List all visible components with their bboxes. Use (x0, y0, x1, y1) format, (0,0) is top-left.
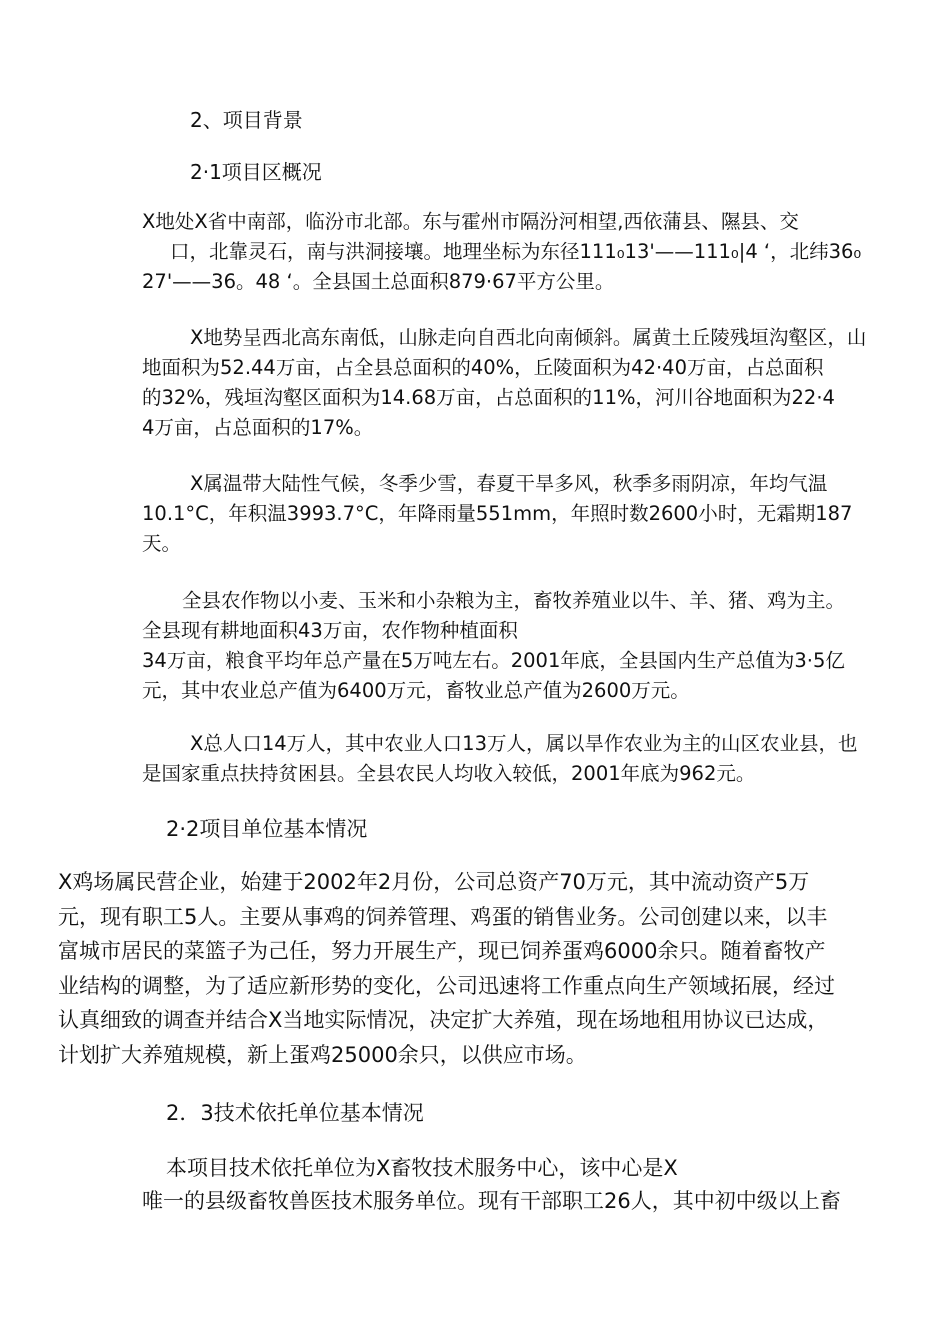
text-line: 富城市居民的菜篮子为己任，努力开展生产，现已饲养蛋鸡6000余只。随着畜牧产 (58, 939, 826, 963)
text-line: 本项目技术依托单位为X畜牧技术服务中心，该中心是X (166, 1156, 678, 1180)
text-line: X鸡场属民营企业，始建于2002年2月份，公司总资产70万元，其中流动资产5万 (58, 870, 810, 894)
text-line: 34万亩，粮食平均年总产量在5万吨左右。2001年底，全县国内生产总值为3·5亿 (142, 649, 845, 672)
paragraph-location (142, 207, 932, 297)
section-heading-technical-support: 2．3技术依托单位基本情况 (166, 1101, 424, 1125)
paragraph-agriculture (142, 586, 932, 706)
text-line: 是国家重点扶持贫困县。全县农民人均收入较低，2001年底为962元。 (142, 762, 756, 785)
text-line: 唯一的县级畜牧兽医技术服务单位。现有干部职工26人，其中初中级以上畜 (142, 1189, 841, 1213)
text-line: 全县现有耕地面积43万亩，农作物种植面积 (142, 619, 518, 642)
text-line: X属温带大陆性气候，冬季少雪，春夏干旱多风，秋季多雨阴凉，年均气温 (190, 472, 828, 495)
text-line: 27'——36。48 ‘。全县国土总面积879·67平方公里。 (142, 270, 615, 293)
text-line: 元，其中农业总产值为6400万元，畜牧业总产值为2600万元。 (142, 679, 690, 702)
section-heading-background: 2、项目背景 (190, 108, 303, 132)
text-line: 认真细致的调查并结合X当地实际情况，决定扩大养殖，现在场地租用协议已达成， (58, 1008, 829, 1032)
text-line: 全县农作物以小麦、玉米和小杂粮为主，畜牧养殖业以牛、羊、猪、鸡为主。 (182, 589, 846, 612)
text-line: 10.1°C，年积温3993.7°C，年降雨量551mm，年照时数2600小时，无霜期187 (142, 502, 853, 525)
section-heading-project-unit: 2·2项目单位基本情况 (166, 817, 368, 841)
text-line: X总人口14万人，其中农业人口13万人，属以旱作农业为主的山区农业县，也 (190, 732, 858, 755)
paragraph-population (142, 729, 932, 789)
text-line: 业结构的调整，为了适应新形势的变化，公司迅速将工作重点向生产领域拓展，经过 (58, 973, 835, 998)
text-line: X地势呈西北高东南低，山脉走向自西北向南倾斜。属黄土丘陵残垣沟壑区，山 (190, 326, 867, 349)
text-line: 地面积为52.44万亩，占全县总面积的40%，丘陵面积为42·40万亩，占总面积 (142, 356, 824, 379)
section-heading-project-area: 2·1项目区概况 (190, 160, 322, 184)
text-line: 计划扩大养殖规模，新上蛋鸡25000余只，以供应市场。 (58, 1042, 587, 1067)
text-line: 天。 (142, 532, 182, 555)
text-line: X地处X省中南部，临汾市北部。东与霍州市隔汾河相望,西依蒲县、隰县、交 (142, 210, 799, 233)
paragraph-climate (142, 469, 932, 559)
text-line: 口，北靠灵石，南与洪洞接壤。地理坐标为东径111₀13'——111₀|4 ‘，北纬36₀ (170, 240, 862, 263)
text-line: 元，现有职工5人。主要从事鸡的饲养管理、鸡蛋的销售业务。公司创建以来，以丰 (58, 904, 828, 929)
text-line: 的32%，残垣沟壑区面积为14.68万亩，占总面积的11%，河川谷地面积为22·4 (142, 386, 835, 409)
paragraph-technical-support (142, 1152, 932, 1218)
paragraph-project-unit (58, 865, 928, 1072)
text-line: 4万亩，占总面积的17%。 (142, 416, 374, 439)
paragraph-terrain (142, 323, 932, 443)
